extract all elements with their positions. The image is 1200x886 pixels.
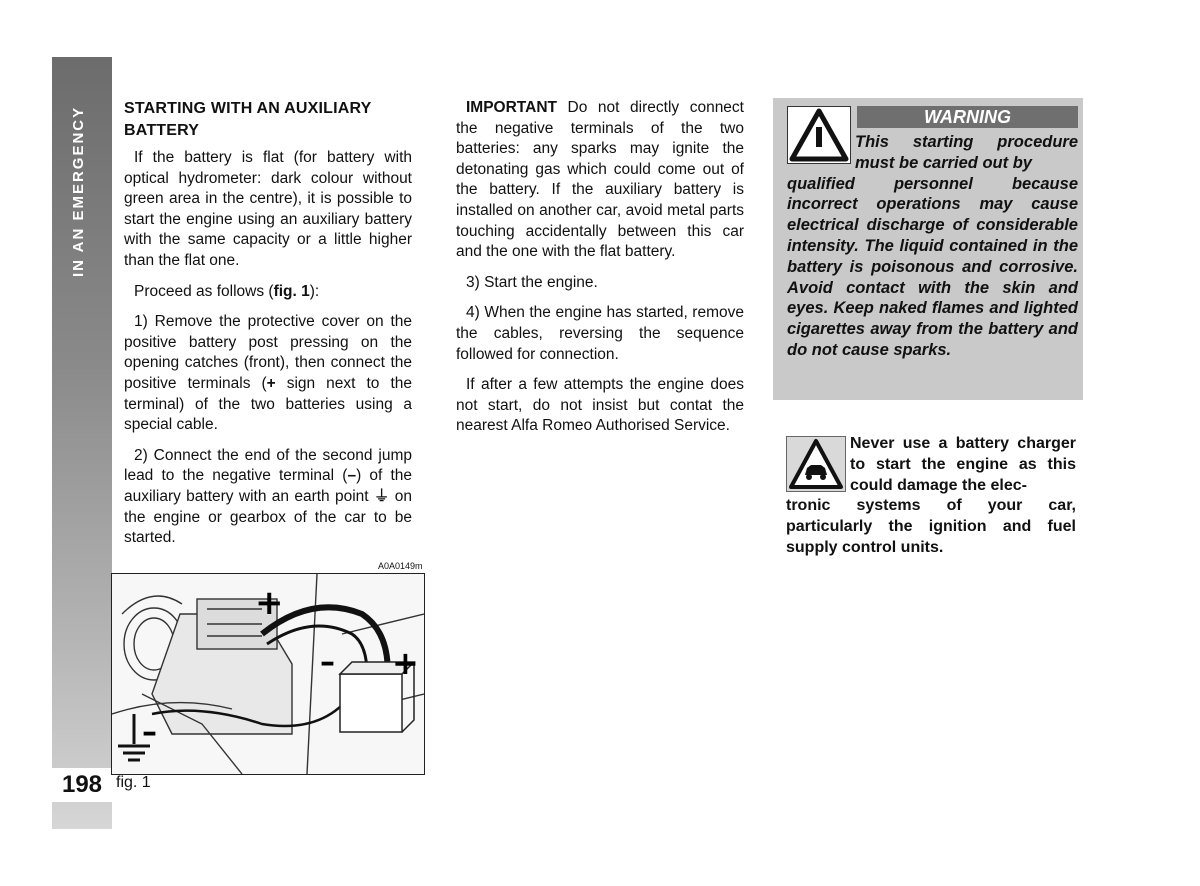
warning-text: This starting procedure must be carried out by qualified personnel because incorrect operations may cause electrical discharge of considerable intensity. The liquid contained in the battery is poisonous and corrosive. Avoid contact with the skin and eyes. Keep naked flames and lighted cigarettes away from the battery and do not cause sparks. bbox=[787, 133, 1078, 359]
figure-caption: fig. 1 bbox=[116, 774, 151, 791]
step-3: 3) Start the engine. bbox=[466, 273, 598, 291]
column-left bbox=[124, 98, 412, 559]
figure-minus-label-2: – bbox=[142, 715, 157, 750]
final-paragraph: If after a few attempts the engine does not start, do not insist but contat the nearest Alfa Romeo Authorised Service. bbox=[456, 376, 744, 435]
minus-sign: – bbox=[347, 467, 357, 485]
warning-box bbox=[773, 98, 1083, 400]
figure-reference: fig. 1 bbox=[273, 282, 310, 300]
proceed-paragraph: Proceed as follows (fig. 1): bbox=[134, 282, 320, 300]
intro-paragraph: If the battery is flat (for battery with optical hydrometer: dark colour without green area in the centre), it is possible to start the engine using an auxiliary battery with the same capacity or a little higher than the flat one. bbox=[124, 149, 412, 269]
figure-plus-label: + bbox=[255, 583, 284, 623]
earth-icon: ⏚ bbox=[373, 487, 390, 505]
warning-title: WARNING bbox=[857, 106, 1078, 128]
column-middle bbox=[456, 98, 744, 447]
section-label bbox=[70, 247, 87, 277]
figure-plus-label-2: + bbox=[392, 644, 419, 682]
important-label: IMPORTANT bbox=[466, 99, 557, 116]
figure-code: A0A0149m bbox=[378, 561, 423, 571]
step-1: 1) Remove the protective cover on the positive battery post pressing on the opening catches (front), then connect the positive terminals (+ sign next to the terminal) of the two batteries using a special cable. bbox=[124, 313, 412, 434]
section-heading: STARTING WITH AN AUXILIARY BATTERY bbox=[124, 100, 372, 139]
step-4: 4) When the engine has started, remove the cables, reversing the sequence followed for connection. bbox=[456, 304, 744, 363]
step-2: 2) Connect the end of the second jump lead to the negative terminal (–) of the auxiliary battery with an earth point ⏚ on the engine or gearbox of the car to be started. bbox=[124, 446, 413, 547]
figure-minus-label: – bbox=[320, 645, 335, 680]
battery-illustration bbox=[111, 573, 425, 775]
plus-sign: + bbox=[266, 374, 276, 392]
important-paragraph: IMPORTANT Do not directly connect the negative terminals of the two batteries: any sparks may ignite the detonating gas which could come out of the battery. If the auxiliary battery is installed on another car, avoid metal parts touching accidentally between this car and the one with the flat battery. bbox=[456, 99, 744, 261]
page-number: 198 bbox=[52, 768, 112, 802]
note-text: Never use a battery charger to start the engine as this could damage the elec- tronic systems of your car, particularly the ignition and fuel supply control units. bbox=[786, 435, 1076, 556]
